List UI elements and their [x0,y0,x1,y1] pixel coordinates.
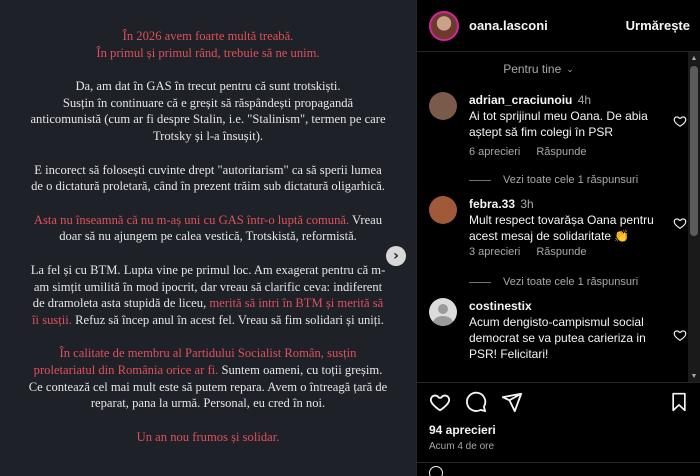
comment-icon[interactable] [465,391,487,413]
comment-text: Acum dengisto-campismul social democrat se va putea carieriza in PSR! Felicitari! [469,315,646,361]
comment-time: 4h [577,93,592,107]
comment-body [469,196,665,244]
heart-icon[interactable] [673,328,687,342]
avatar[interactable] [429,298,457,326]
scroll-down-icon[interactable]: ▼ [690,372,698,380]
comment-item [417,292,689,372]
comment-username[interactable]: febra.33 [469,197,516,211]
body-text: Suntem oameni, cu toții greșim. Ce contează cel mai mult este să putem repara. Avem o întreagă țară de reparat, pana la urmă. Personal, eu cred în noi. [28,362,388,411]
like-count[interactable]: 94 aprecieri [429,423,496,437]
sort-dropdown[interactable] [417,52,700,86]
post-paragraph [28,78,388,144]
comment-body [469,92,665,140]
comment-item [417,190,689,288]
body-text: Da, am dat în GAS în trecut pentru că sunt trotskiști. Susțin în continuare că e greșit să răspândești propagandă anticomunistă (cum ar fi despre Stalin, i.e. "Stalinism", termen pe care Trotsky și l-a însușit). [30,79,386,143]
post-paragraph [28,345,388,411]
avatar[interactable] [429,196,457,224]
divider [469,180,491,181]
post-paragraph [28,28,388,61]
reply-button[interactable]: Răspunde [536,146,587,158]
comment-likes[interactable]: 3 aprecieri [469,246,521,258]
divider [469,282,491,283]
post-paragraph [28,162,388,195]
highlight-text: Asta nu înseamnă că nu m-aș uni cu GAS într-o luptă comună. [33,212,350,227]
view-replies[interactable] [469,174,638,186]
action-icons [429,391,689,413]
heart-icon[interactable] [673,216,687,230]
comment-item [417,86,689,188]
comment-text: Mult respect tovarășa Oana pentru acest mesaj de solidaritate 👏 [469,213,654,243]
chevron-right-icon: › [393,248,399,264]
author-username[interactable]: oana.lasconi [469,18,548,33]
scroll-up-icon[interactable]: ▲ [690,54,698,62]
post-actions [417,382,700,452]
chevron-down-icon: ⌄ [566,63,574,74]
post-paragraph [28,212,388,245]
share-icon[interactable] [501,391,523,413]
highlight-text: În calitate de membru al Partidului Socialist Român, susțin proletariatul din România orice ar fi. [33,346,357,377]
comment-username[interactable]: adrian_craciunoiu [469,93,573,107]
view-replies-label: Vezi toate cele 1 răspunsuri [503,276,639,288]
view-replies[interactable] [469,276,638,288]
next-slide-button[interactable] [386,246,406,266]
scroll-thumb[interactable] [690,66,698,236]
body-text: Refuz să încep anul în acest fel. Vreau să fim solidari și uniți. [71,312,384,327]
post-timestamp: Acum 4 de ore [429,441,495,452]
sort-label: Pentru tine [503,62,562,76]
avatar[interactable] [429,11,459,41]
comment-meta [469,246,587,258]
highlight-text: merită să intri în BTM și merită să îi susții. [32,296,384,327]
like-heart-icon[interactable] [429,391,451,413]
avatar[interactable] [429,92,457,120]
heart-icon[interactable] [673,114,687,128]
comments-panel [416,0,700,476]
comment-username[interactable]: costinestix [469,299,532,313]
body-text: E incorect să folosești cuvinte drept "autoritarism" ca să sperii lumea de o dictatură proletară, când în prezent trăim sub dictatură oligarhică. [31,162,385,194]
bookmark-icon[interactable] [669,391,689,413]
highlight-text: În 2026 avem foarte multă treabă. În primul și primul rând, trebuie să ne unim. [96,29,320,60]
add-comment-bar[interactable] [417,462,700,476]
comment-meta [469,146,587,158]
view-replies-label: Vezi toate cele 1 răspunsuri [503,174,639,186]
reply-button[interactable]: Răspunde [536,246,587,258]
follow-button[interactable]: Urmărește [625,18,690,33]
comment-time: 3h [520,197,534,211]
scrollbar[interactable] [688,52,700,382]
highlight-text: Un an nou frumos și solidar. [136,429,280,444]
post-header [417,0,700,52]
emoji-icon[interactable] [429,466,443,476]
post-text [28,28,388,462]
post-paragraph [28,429,388,446]
comment-list [417,86,689,372]
post-paragraph [28,262,388,328]
body-text: Vreau doar să nu ajungem pe calea vestică, Trotskistă, reformistă. [59,212,383,244]
comment-text: Ai tot sprijinul meu Oana. De abia aștept să fim colegi în PSR [469,109,648,139]
body-text: La fel și cu BTM. Lupta vine pe primul loc. Am exagerat pentru că m-am simțit umilită în mod ipocrit, dar vreau să clarific ceva: indiferent de dramoleta asta stupidă de liceu, [30,262,386,311]
comment-likes[interactable]: 6 aprecieri [469,146,521,158]
comment-body [469,298,665,362]
